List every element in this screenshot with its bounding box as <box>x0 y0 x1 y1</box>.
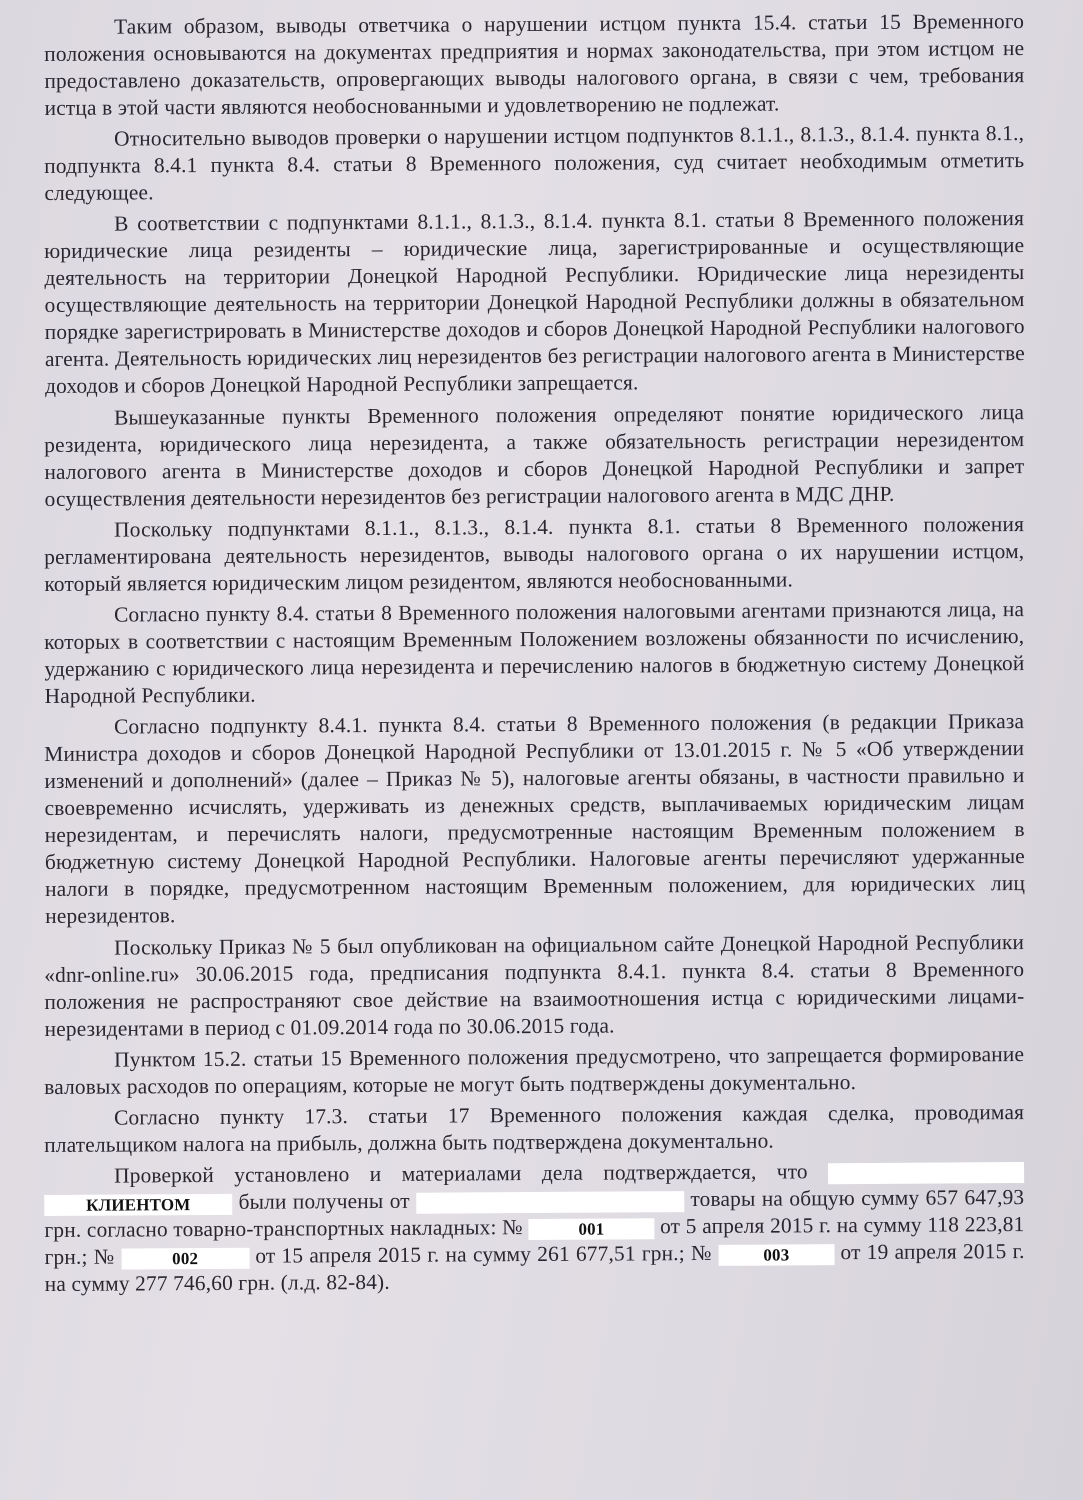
redaction-invoice-2: 002 <box>121 1247 249 1269</box>
redaction-box-top <box>828 1162 1024 1184</box>
paragraph-7: Согласно подпункту 8.4.1. пункта 8.4. статьи 8 Временного положения (в редакции Приказа Министра доходов и сборов Донецкой Народной Республики от 13.01.2015 г. № 5 «Об утверждении изменений и дополнений» (далее – Приказ № 5), налоговые агенты обязаны, в частности правильно и своевременно исчислять, удерживать из денежных средств, выплачиваемых юридическим лицам нерезидентам, и перечислять налоги, предусмотренные настоящим Временным положением в бюджетную систему Донецкой Народной Республики. Налоговые агенты перечисляют удержанные налоги в порядке, предусмотренном настоящим Временным положением, для юридических лиц нерезидентов. <box>44 709 1026 929</box>
redaction-client: КЛИЕНТОМ <box>44 1193 232 1215</box>
final-text-1: Проверкой установлено и материалами дела подтверждается, что <box>114 1159 808 1188</box>
paragraph-3: В соответствии с подпунктами 8.1.1., 8.1.3., 8.1.4. пункта 8.1. статьи 8 Временного положения юридические лица резиденты – юридические лица, зарегистрированные и осуществляющие деятельность на территории Донецкой Народной Республики. Юридические лица нерезиденты осуществляющие деятельность на территории Донецкой Народной Республики должны в обязательном порядке зарегистрировать в Министерстве доходов и сборов Донецкой Народной Республики налогового агента. Деятельность юридических лиц нерезидентов без регистрации налогового агента в Министерстве доходов и сборов Донецкой Народной Республики запрещается. <box>44 206 1025 399</box>
paragraph-1: Таким образом, выводы ответчика о нарушении истцом пункта 15.4. статьи 15 Временного положения основываются на документах предприятия и нормах законодательства, при этом истцом не предоставлено доказательств, опровергающих выводы налогового органа, в связи с чем, требования истца в этой части являются необоснованными и удовлетворению не подлежат. <box>44 9 1025 121</box>
redaction-invoice-1: 001 <box>528 1218 654 1240</box>
redaction-invoice-3: 003 <box>718 1244 834 1266</box>
paragraph-9: Пунктом 15.2. статьи 15 Временного положения предусмотрено, что запрещается формирование валовых расходов по операциям, которые не могут быть подтверждены документально. <box>44 1041 1025 1099</box>
redaction-box-supplier <box>416 1191 684 1214</box>
paragraph-final <box>44 1157 1025 1298</box>
final-text-2: были получены от <box>238 1188 410 1214</box>
final-text-3: товары на общую сумму 657 647,93 грн. согласно товарно-транспортных накладных: № <box>44 1184 1025 1243</box>
paragraph-4: Вышеуказанные пункты Временного положения определяют понятие юридического лица резидента, юридического лица нерезидента, а также обязательность регистрации нерезидентом налогового агента в Министерстве доходов и сборов Донецкой Народной Республики и запрет осуществления деятельности нерезидентов без регистрации налогового агента в МДС ДНР. <box>44 399 1025 511</box>
document-body <box>44 9 1026 1298</box>
final-text-5: от 15 апреля 2015 г. на сумму 261 677,51 грн.; № <box>255 1240 713 1268</box>
paragraph-8: Поскольку Приказ № 5 был опубликован на официальном сайте Донецкой Народной Республики «dnr-online.ru» 30.06.2015 года, предписания подпункта 8.4.1. пункта 8.4. статьи 8 Временного положения не распространяют свое действие на взаимоотношения истца с юридическими лицами-нерезидентами в период с 01.09.2014 года по 30.06.2015 года. <box>44 929 1025 1041</box>
final-text-6: от 19 апреля 2015 г. на сумму 277 746,60 грн. (л.д. 82-84). <box>44 1239 1025 1297</box>
paragraph-2: Относительно выводов проверки о нарушении истцом подпунктов 8.1.1., 8.1.3., 8.1.4. пункта 8.1., подпункта 8.4.1 пункта 8.4. статьи 8 Временного положения, суд считает необходимым отметить следующее. <box>44 121 1025 206</box>
paragraph-5: Поскольку подпунктами 8.1.1., 8.1.3., 8.1.4. пункта 8.1. статьи 8 Временного положения регламентирована деятельность нерезидентов, выводы налогового органа о их нарушении истцом, который является юридическим лицом резидентом, являются необоснованными. <box>44 511 1025 596</box>
final-text-4: от 5 апреля 2015 г. на сумму 118 223,81 грн.; № <box>44 1212 1025 1270</box>
paragraph-6: Согласно пункту 8.4. статьи 8 Временного положения налоговыми агентами признаются лица, на которых в соответствии с настоящим Временным Положением возложены обязанности по исчислению, удержанию с юридического лица нерезидента и перечислению налогов в бюджетную систему Донецкой Народной Республики. <box>44 596 1025 709</box>
paragraph-10: Согласно пункту 17.3. статьи 17 Временного положения каждая сделка, проводимая плательщиком налога на прибыль, должна быть подтверждена документально. <box>44 1099 1025 1157</box>
